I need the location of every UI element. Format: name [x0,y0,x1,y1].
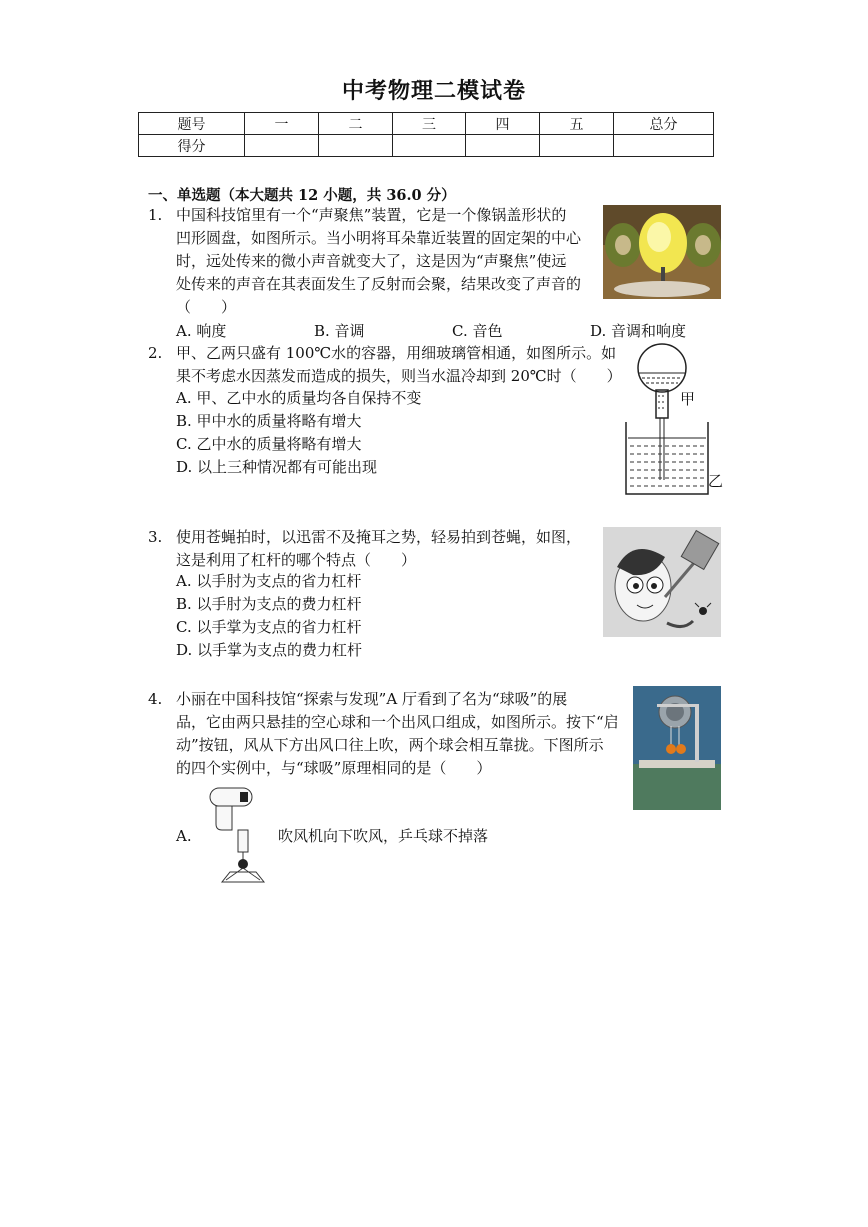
option-d[interactable]: D. 音调和响度 [590,322,687,340]
option-b[interactable]: B. 音调 [314,322,365,340]
exam-title: 中考物理二模试卷 [341,78,526,104]
score-row-label: 得分 [139,135,245,157]
sound-focus-photo [603,205,721,299]
fly-swatter-illustration [603,527,721,637]
option-a[interactable]: A. 以手肘为支点的省力杠杆 [176,572,362,590]
option-d[interactable]: D. 以上三种情况都有可能出现 [176,458,378,476]
score-cell[interactable] [466,135,540,157]
question-text [176,688,619,780]
question-text [176,526,581,572]
question-1 [148,204,598,324]
score-table-header: 二 [319,113,393,135]
score-table-header: 题号 [139,113,245,135]
question-number: 2. [148,344,163,362]
question-line: 时，远处传来的微小声音就变大了，这是因为“声聚焦”使远 [176,252,567,270]
question-text [176,204,581,319]
option-a[interactable]: A. [176,827,192,845]
question-line: 品，它由两只悬挂的空心球和一个出风口组成，如图所示。按下“启 [176,713,619,731]
question-line: 果不考虑水因蒸发而造成的损失，则当水温冷却到 20℃时（ ） [176,367,622,385]
question-line: 凹形圆盘，如图所示。当小明将耳朵靠近装置的固定架的中心 [176,229,582,247]
label-jia: 甲 [680,390,696,408]
label-yi: 乙 [708,472,724,490]
question-line: 使用苍蝇拍时，以迅雷不及掩耳之势，轻易拍到苍蝇，如图， [176,528,582,546]
option-b[interactable]: B. 甲中水的质量将略有增大 [176,412,362,430]
option-a[interactable]: A. 甲、乙中水的质量均各自保持不变 [176,389,422,407]
score-table-header-row [139,113,714,135]
connected-containers-diagram [616,340,724,498]
question-2 [148,342,622,392]
question-number: 1. [148,206,163,224]
score-table-header: 一 [245,113,319,135]
hair-dryer-ping-pong-illustration [198,782,268,886]
score-cell[interactable] [319,135,393,157]
question-4 [148,688,628,783]
score-cell[interactable] [245,135,319,157]
question-text [176,342,622,388]
question-line: 小丽在中国科技馆“探索与发现”A 厅看到了名为“球吸”的展 [176,690,568,708]
option-c[interactable]: C. 音色 [452,322,503,340]
score-cell[interactable] [540,135,614,157]
option-c[interactable]: C. 以手掌为支点的省力杠杆 [176,618,362,636]
score-cell[interactable] [393,135,466,157]
question-number: 3. [148,528,163,546]
option-a-description: 吹风机向下吹风，乒乓球不掉落 [278,827,489,845]
question-number: 4. [148,690,163,708]
ball-suction-exhibit-photo [633,686,721,810]
score-table-header: 四 [466,113,540,135]
option-a[interactable]: A. 响度 [176,322,227,340]
option-d[interactable]: D. 以手掌为支点的费力杠杆 [176,641,363,659]
question-line: 中国科技馆里有一个“声聚焦”装置，它是一个像锅盖形状的 [176,206,567,224]
section-heading: 一、单选题（本大题共 12 小题，共 36.0 分） [148,187,456,204]
score-cell[interactable] [614,135,714,157]
option-c[interactable]: C. 乙中水的质量将略有增大 [176,435,362,453]
score-table-header: 五 [540,113,614,135]
question-line: 甲、乙两只盛有 100℃水的容器，用细玻璃管相通，如图所示。如 [176,344,617,362]
question-3 [148,526,598,576]
score-table-header: 总分 [614,113,714,135]
score-table-header: 三 [393,113,466,135]
option-b[interactable]: B. 以手肘为支点的费力杠杆 [176,595,362,613]
question-line: 动”按钮，风从下方出风口往上吹，两个球会相互靠拢。下图所示 [176,736,604,754]
question-line: 这是利用了杠杆的哪个特点（ ） [176,551,417,569]
question-line: 的四个实例中，与“球吸”原理相同的是（ ） [176,759,492,777]
score-table [138,112,714,157]
question-line: （ ） [176,298,237,316]
score-table-score-row [139,135,714,157]
question-line: 处传来的声音在其表面发生了反射而会聚，结果改变了声音的 [176,275,582,293]
